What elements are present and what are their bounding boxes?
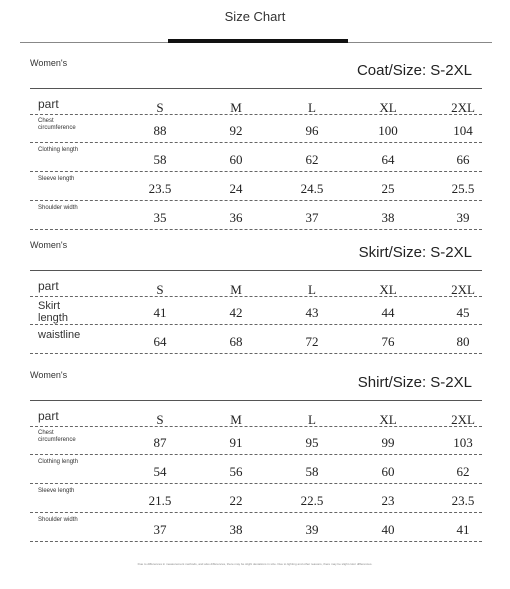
size-value: 72 bbox=[305, 334, 319, 349]
row-label: Sleeve length bbox=[38, 488, 75, 494]
section-divider bbox=[30, 270, 482, 271]
size-value: 38 bbox=[229, 522, 243, 537]
row-divider bbox=[30, 296, 482, 297]
row-label: Sleeve length bbox=[38, 176, 75, 182]
size-value: 76 bbox=[381, 334, 395, 349]
size-value: 22 bbox=[229, 493, 243, 508]
size-value: 35 bbox=[153, 210, 167, 225]
row-label: Skirt length bbox=[38, 300, 68, 324]
size-value: 56 bbox=[229, 464, 243, 479]
size-value: 104 bbox=[453, 123, 473, 138]
part-header: part bbox=[38, 97, 59, 111]
size-value: 25.5 bbox=[451, 181, 475, 196]
row-label: Chest circumference bbox=[38, 430, 76, 443]
part-header: part bbox=[38, 409, 59, 423]
row-divider bbox=[30, 142, 482, 143]
size-value: 60 bbox=[381, 464, 395, 479]
column-header-m: M bbox=[230, 100, 242, 115]
size-value: 58 bbox=[305, 464, 319, 479]
row-label: Shoulder width bbox=[38, 205, 78, 211]
part-header: part bbox=[38, 279, 59, 293]
size-value: 23.5 bbox=[148, 181, 172, 196]
size-value: 24 bbox=[229, 181, 243, 196]
row-divider bbox=[30, 200, 482, 201]
size-value: 40 bbox=[381, 522, 395, 537]
column-header-2xl: 2XL bbox=[451, 100, 475, 115]
row-divider bbox=[30, 541, 482, 542]
size-value: 37 bbox=[153, 522, 167, 537]
title-underline bbox=[168, 39, 348, 43]
column-header-2xl: 2XL bbox=[451, 412, 475, 427]
row-divider bbox=[30, 114, 482, 115]
womens-label: Women's bbox=[30, 58, 68, 68]
row-divider bbox=[30, 171, 482, 172]
column-header-xl: XL bbox=[379, 412, 397, 427]
size-value: 62 bbox=[456, 464, 470, 479]
size-value: 100 bbox=[378, 123, 398, 138]
row-label: waistline bbox=[38, 329, 81, 341]
column-header-xl: XL bbox=[379, 100, 397, 115]
size-value: 88 bbox=[153, 123, 167, 138]
row-label: Clothing length bbox=[38, 459, 79, 465]
size-value: 37 bbox=[305, 210, 319, 225]
size-value: 64 bbox=[153, 334, 167, 349]
column-header-l: L bbox=[308, 282, 316, 297]
size-value: 38 bbox=[381, 210, 395, 225]
size-value: 45 bbox=[456, 305, 470, 320]
size-value: 21.5 bbox=[148, 493, 172, 508]
size-value: 66 bbox=[456, 152, 470, 167]
size-value: 36 bbox=[229, 210, 243, 225]
size-value: 60 bbox=[229, 152, 243, 167]
size-value: 99 bbox=[381, 435, 395, 450]
size-value: 95 bbox=[305, 435, 319, 450]
size-value: 42 bbox=[229, 305, 243, 320]
size-value: 87 bbox=[153, 435, 167, 450]
row-divider bbox=[30, 483, 482, 484]
row-divider bbox=[30, 426, 482, 427]
size-value: 22.5 bbox=[300, 493, 324, 508]
column-header-l: L bbox=[308, 412, 316, 427]
column-header-m: M bbox=[230, 282, 242, 297]
row-label: Shoulder width bbox=[38, 517, 78, 523]
size-value: 39 bbox=[305, 522, 319, 537]
row-divider bbox=[30, 512, 482, 513]
section-title: Skirt/Size: S-2XL bbox=[358, 244, 472, 261]
row-divider bbox=[30, 324, 482, 325]
footer-note: Due to differences in measurement methods, and also differences, there may be slight deviations in size. Due to lighting and other reasons, there may be slight color differences. bbox=[137, 562, 373, 566]
row-divider bbox=[30, 353, 482, 354]
size-value: 23 bbox=[381, 493, 395, 508]
column-header-2xl: 2XL bbox=[451, 282, 475, 297]
page-title: Size Chart bbox=[224, 9, 286, 24]
section-divider bbox=[30, 400, 482, 401]
size-value: 91 bbox=[229, 435, 243, 450]
size-value: 43 bbox=[305, 305, 319, 320]
size-value: 41 bbox=[456, 522, 470, 537]
size-value: 39 bbox=[456, 210, 470, 225]
column-header-s: S bbox=[156, 100, 164, 115]
row-label: Clothing length bbox=[38, 147, 79, 153]
column-header-s: S bbox=[156, 282, 164, 297]
section-title: Shirt/Size: S-2XL bbox=[357, 374, 472, 391]
section-divider bbox=[30, 88, 482, 89]
size-value: 68 bbox=[229, 334, 243, 349]
size-value: 64 bbox=[381, 152, 395, 167]
size-value: 23.5 bbox=[451, 493, 475, 508]
row-label: Chest circumference bbox=[38, 118, 76, 131]
section-title: Coat/Size: S-2XL bbox=[356, 62, 472, 79]
size-value: 41 bbox=[153, 305, 167, 320]
womens-label: Women's bbox=[30, 370, 68, 380]
size-value: 54 bbox=[153, 464, 167, 479]
column-header-s: S bbox=[156, 412, 164, 427]
size-value: 80 bbox=[456, 334, 470, 349]
size-value: 103 bbox=[453, 435, 473, 450]
size-value: 24.5 bbox=[300, 181, 324, 196]
size-value: 62 bbox=[305, 152, 319, 167]
size-value: 92 bbox=[229, 123, 243, 138]
row-divider bbox=[30, 454, 482, 455]
size-value: 96 bbox=[305, 123, 319, 138]
size-value: 58 bbox=[153, 152, 167, 167]
size-value: 25 bbox=[381, 181, 395, 196]
column-header-l: L bbox=[308, 100, 316, 115]
column-header-xl: XL bbox=[379, 282, 397, 297]
row-divider bbox=[30, 229, 482, 230]
size-value: 44 bbox=[381, 305, 395, 320]
column-header-m: M bbox=[230, 412, 242, 427]
womens-label: Women's bbox=[30, 240, 68, 250]
